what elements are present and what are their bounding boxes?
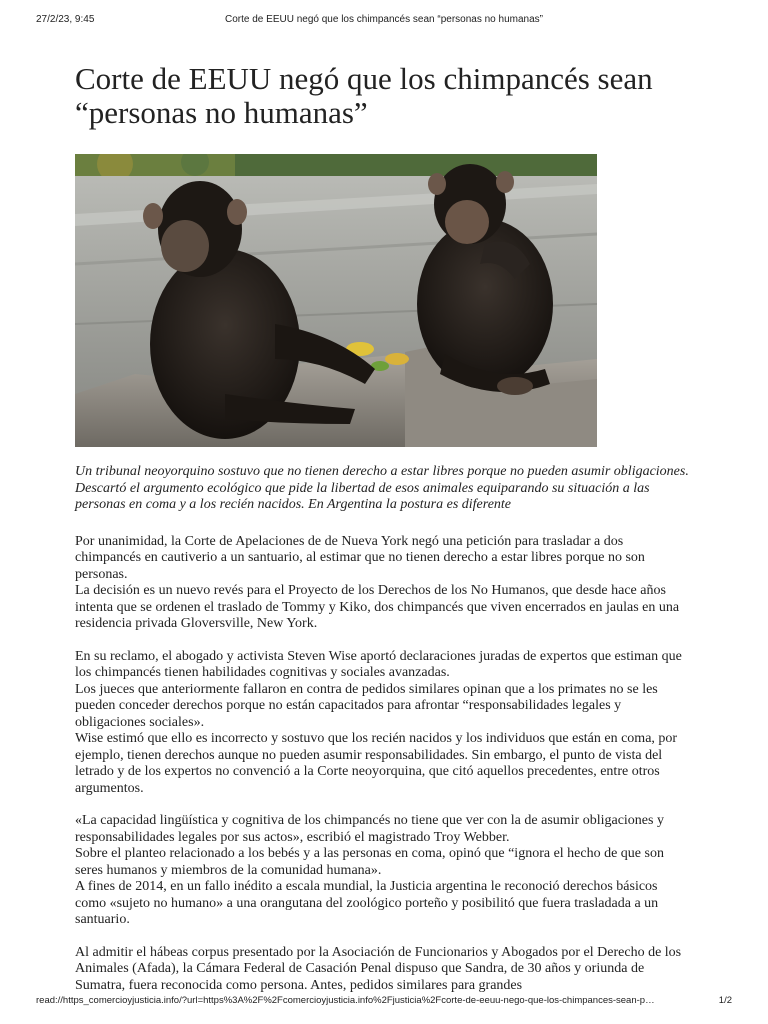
article — [75, 62, 695, 1010]
article-photo — [75, 154, 597, 447]
paragraph-text: Por unanimidad, la Corte de Apelaciones de de Nueva York negó una petición para trasladar a dos chimpancés en cautiverio a un santuario, al estimar que no tienen derecho a estar libres porque no son personas. — [75, 533, 645, 582]
paragraph-text: La decisión es un nuevo revés para el Proyecto de los Derechos de los No Humanos, que desde hace años intenta que se ordenen el traslado de Tommy y Kiko, dos chimpancés que viven encerrados en jaulas en una residencia privada Gloversville, New York. — [75, 583, 680, 631]
paragraph-text: Sobre el planteo relacionado a los bebés y a las personas en coma, opinó que “ignora el hecho de que son seres humanos y miembros de la comunidad humana». — [75, 846, 664, 878]
article-title — [75, 62, 695, 130]
print-url: read://https_comercioyjusticia.info/?url=https%3A%2F%2Fcomercioyjusticia.info%2Fjusticia%2Fcorte-de-eeuu-nego-que-los-chimpances-sean-p… — [36, 995, 655, 1006]
paragraph-text: Wise estimó que ello es incorrecto y sostuvo que los recién nacidos y los individuos que están en coma, por ejemplo, tienen derechos aunque no pueden asumir responsabilidades. Sin embargo, el punto de vista del letrado y de los expertos no convenció a la Corte neoyorquina, que citó aquellos precedentes, entre otros argumentos. — [75, 731, 678, 796]
paragraph-text: A fines de 2014, en un fallo inédito a escala mundial, la Justicia argentina le reconoció derechos básicos como «sujeto no humano» a una orangutana del zoológico porteño y posibilitó que fuera trasladada a un santuario. — [75, 879, 659, 927]
paragraph-text: «La capacidad lingüística y cognitiva de los chimpancés no tiene que ver con la de asumir obligaciones y responsabilidades legales por sus actos», escribió el magistrado Troy Webber. — [75, 813, 664, 845]
paragraph-text: Los jueces que anteriormente fallaron en contra de pedidos similares opinan que a los primates no se les pueden conceder derechos porque no están capacitados para afrontar “responsabilidades legales y obligaciones sociales». — [75, 681, 658, 730]
paragraph-text: En su reclamo, el abogado y activista Steven Wise aportó declaraciones juradas de expertos que estiman que los chimpancés tienen habilidades cognitivas y sociales avanzadas. — [75, 648, 682, 680]
paragraph-2 — [75, 649, 690, 798]
article-title-line-2: “personas no humanas” — [75, 95, 368, 130]
photo-caption: Un tribunal neoyorquino sostuvo que no tienen derecho a estar libres porque no pueden asumir obligaciones. Descartó el argumento ecológico que pide la libertad de esos animales equiparando su situación a las personas en coma y a los recién nacidos. En Argentina la postura es diferente — [75, 464, 689, 512]
paragraph-3 — [75, 813, 690, 929]
paragraph-4 — [75, 945, 690, 995]
article-title-line-1: Corte de EEUU negó que los chimpancés sean — [75, 61, 653, 96]
article-body — [75, 534, 690, 995]
paragraph-1 — [75, 534, 690, 633]
print-page-title: Corte de EEUU negó que los chimpancés sean “personas no humanas” — [225, 14, 543, 25]
page-number: 1/2 — [718, 995, 732, 1006]
print-date: 27/2/23, 9:45 — [36, 14, 95, 25]
chimpanzees-photo-illustration — [75, 154, 597, 447]
paragraph-text: Al admitir el hábeas corpus presentado por la Asociación de Funcionarios y Abogados por el Derecho de los Animales (Afada), la Cámara Federal de Casación Penal dispuso que Sandra, de 30 años y oriunda de Sumatra, fuera reconocida como persona. Antes, pedidos similares para grandes — [75, 944, 682, 993]
